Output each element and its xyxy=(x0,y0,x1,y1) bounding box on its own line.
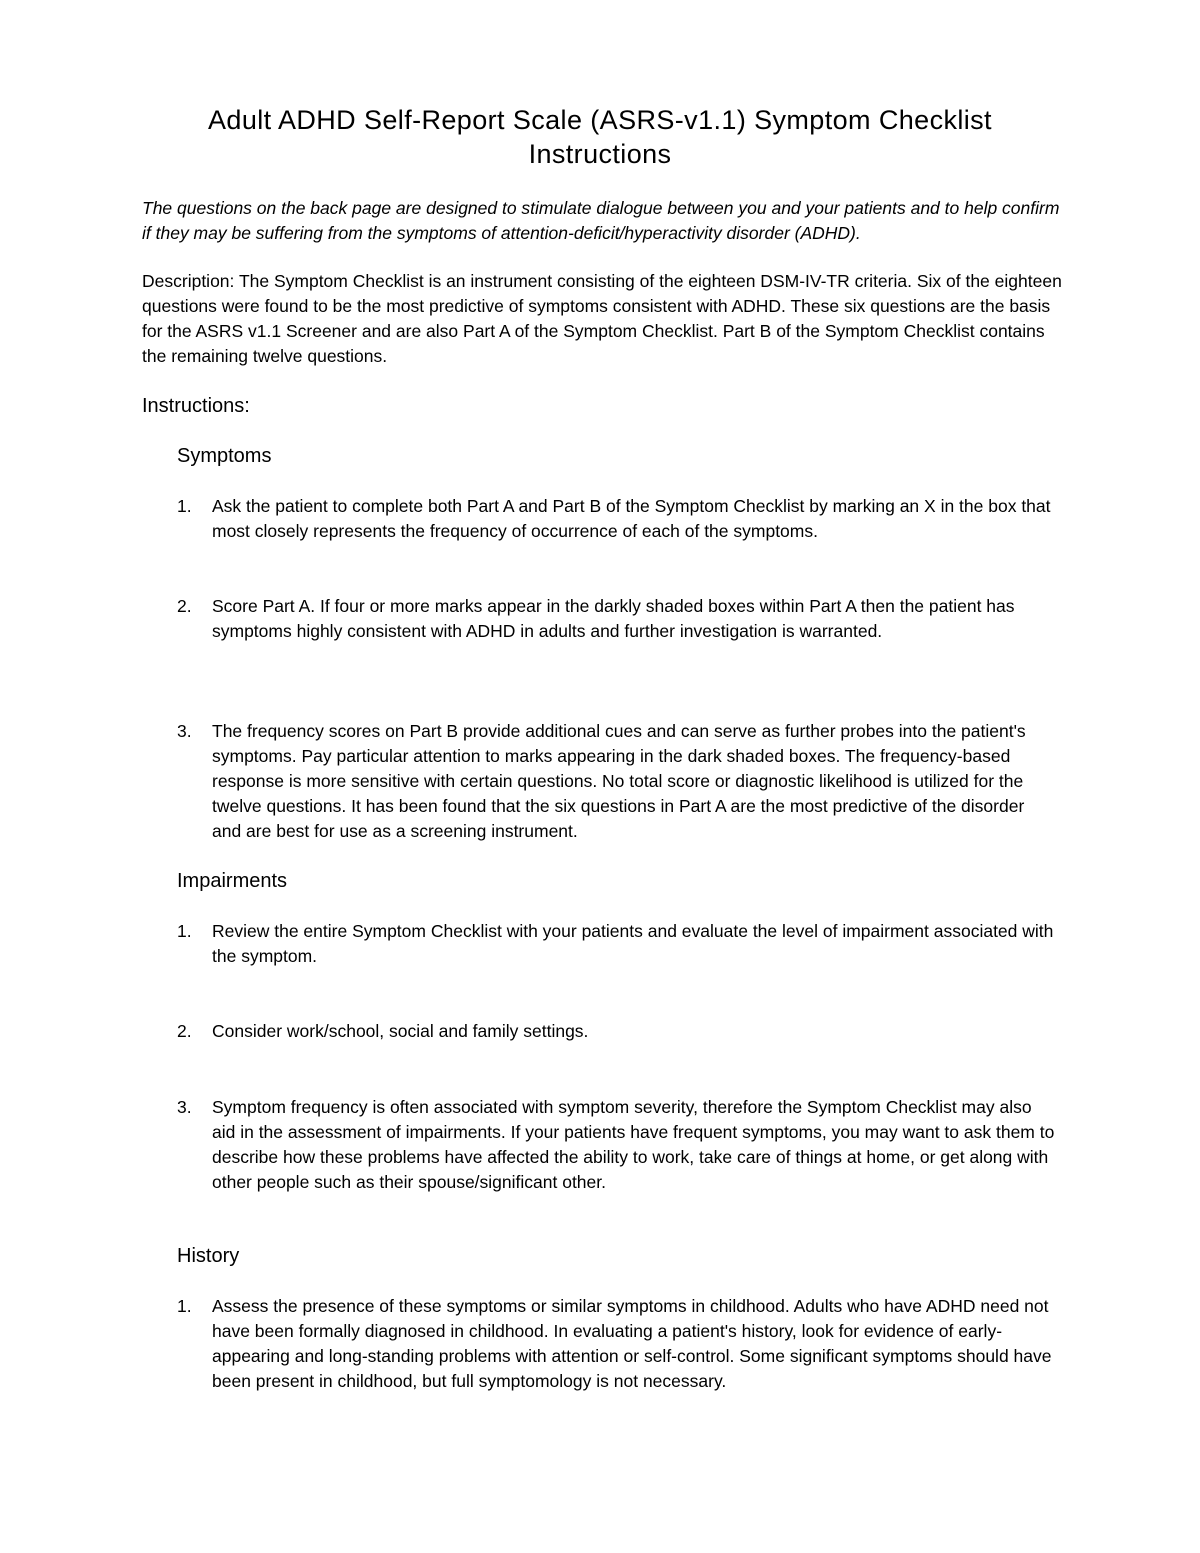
list-number: 1. xyxy=(177,921,192,941)
history-heading: History xyxy=(177,1245,240,1267)
list-item-text: Symptom frequency is often associated with symptom severity, therefore the Symptom Checklist may also aid in the assessment of impairments. If your patients have frequent symptoms, you may want to ask them to describe how these problems have affected the ability to work, take care of things at home, or get along with other people such as their spouse/significant other. xyxy=(212,1097,1055,1192)
list-item-text: The frequency scores on Part B provide additional cues and can serve as further probes into the patient's symptoms. Pay particular attention to marks appearing in the dark shaded boxes. The frequency-based response is more sensitive with certain questions. No total score or diagnostic likelihood is utilized for the twelve questions. It has been found that the six questions in Part A are the most predictive of the disorder and are best for use as a screening instrument. xyxy=(212,721,1026,841)
description-paragraph: Description: The Symptom Checklist is an instrument consisting of the eighteen DSM-IV-TR criteria. Six of the eighteen questions were found to be the most predictive of symptoms consistent with ADHD. These six questions are the basis for the ASRS v1.1 Screener and are also Part A of the Symptom Checklist. Part B of the Symptom Checklist contains the remaining twelve questions. xyxy=(142,271,1062,366)
list-number: 3. xyxy=(177,721,192,741)
list-number: 3. xyxy=(177,1097,192,1117)
document-title-line-2: Instructions xyxy=(528,139,672,169)
list-number: 1. xyxy=(177,1296,192,1316)
list-item-text: Review the entire Symptom Checklist with your patients and evaluate the level of impairment associated with the symptom. xyxy=(212,921,1054,966)
document-title-line-1: Adult ADHD Self-Report Scale (ASRS-v1.1) Symptom Checklist xyxy=(208,105,992,135)
impairments-heading: Impairments xyxy=(177,870,288,892)
list-item-text: Ask the patient to complete both Part A and Part B of the Symptom Checklist by marking an X in the box that most closely represents the frequency of occurrence of each of the symptoms. xyxy=(212,496,1051,541)
list-item-text: Score Part A. If four or more marks appear in the darkly shaded boxes within Part A then the patient has symptoms highly consistent with ADHD in adults and further investigation is warranted. xyxy=(212,596,1015,641)
list-number: 2. xyxy=(177,596,192,616)
list-number: 1. xyxy=(177,496,192,516)
instructions-heading: Instructions: xyxy=(142,395,250,417)
intro-paragraph: The questions on the back page are designed to stimulate dialogue between you and your patients and to help confirm if they may be suffering from the symptoms of attention-deficit/hyperactivity disorder (ADHD). xyxy=(142,198,1060,243)
symptoms-heading: Symptoms xyxy=(177,445,272,467)
list-item-text: Consider work/school, social and family settings. xyxy=(212,1021,589,1041)
list-number: 2. xyxy=(177,1021,192,1041)
list-item-text: Assess the presence of these symptoms or similar symptoms in childhood. Adults who have ADHD need not have been formally diagnosed in childhood. In evaluating a patient's history, look for evidence of early-appearing and long-standing problems with attention or self-control. Some significant symptoms should have been present in childhood, but full symptomology is not necessary. xyxy=(212,1296,1052,1391)
